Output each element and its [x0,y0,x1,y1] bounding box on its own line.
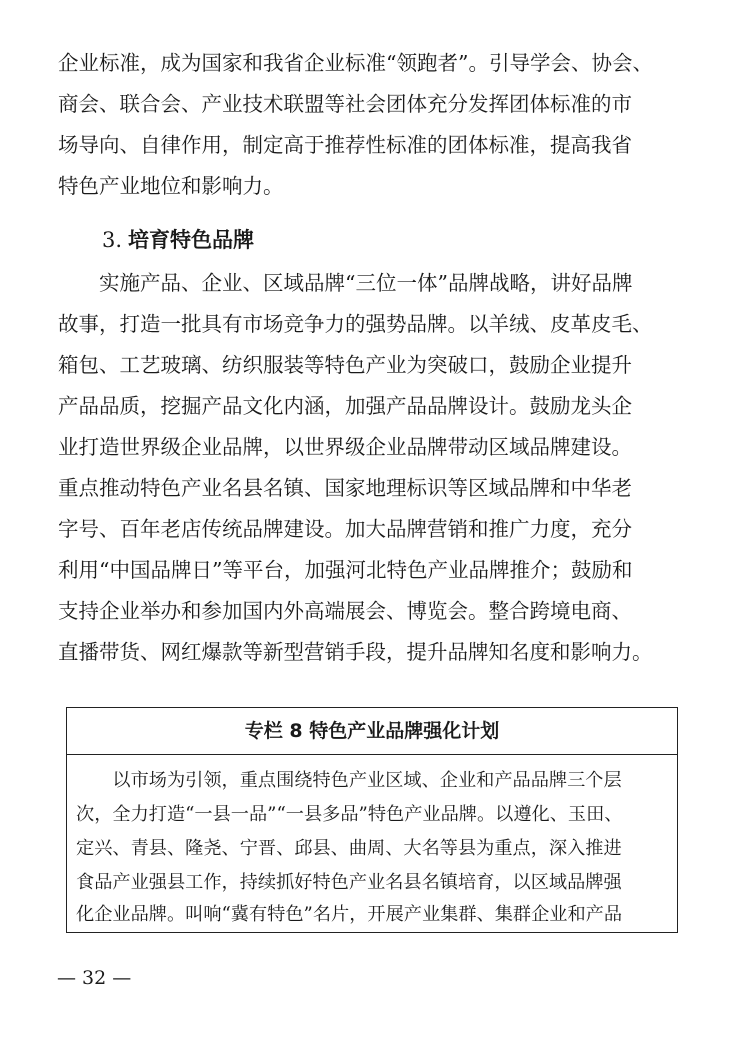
column-box-title: 专栏 8 特色产业品牌强化计划 [67,708,677,755]
paragraph-line: 故事，打造一批具有市场竞争力的强势品牌。以羊绒、皮革皮毛、 [58,312,653,336]
paragraph-line: 业打造世界级企业品牌，以世界级企业品牌带动区域品牌建设。 [58,435,632,459]
column-box [66,707,678,933]
column-box-line: 化企业品牌。叫响“冀有特色”名片，开展产业集群、集群企业和产品 [76,904,623,925]
paragraph-line: 产品品质，挖掘产品文化内涵，加强产品品牌设计。鼓励龙头企 [58,394,632,418]
column-box-line: 次，全力打造“一县一品”“一县多品”特色产业品牌。以遵化、玉田、 [76,804,623,825]
paragraph-line: 特色产业地位和影响力。 [58,174,284,198]
column-box-line: 食品产业强县工作，持续抓好特色产业名县名镇培育，以区域品牌强 [76,872,622,893]
column-box-line: 定兴、青县、隆尧、宁晋、邱县、曲周、大名等县为重点，深入推进 [76,838,622,859]
paragraph-line: 企业标准，成为国家和我省企业标准“领跑者”。引导学会、协会、 [58,51,653,75]
section-number: 3. [102,228,123,252]
paragraph-line: 箱包、工艺玻璃、纺织服装等特色产业为突破口，鼓励企业提升 [58,353,632,377]
paragraph-line: 场导向、自律作用，制定高于推荐性标准的团体标准，提高我省 [58,133,632,157]
page-number: — 32 — [57,967,132,989]
paragraph-line: 支持企业举办和参加国内外高端展会、博览会。整合跨境电商、 [58,599,632,623]
paragraph-line: 直播带货、网红爆款等新型营销手段，提升品牌知名度和影响力。 [58,640,653,664]
section-title: 培育特色品牌 [128,228,255,252]
section-heading [102,221,254,259]
paragraph-line: 商会、联合会、产业技术联盟等社会团体充分发挥团体标准的市 [58,92,632,116]
paragraph-line: 字号、百年老店传统品牌建设。加大品牌营销和推广力度，充分 [58,517,632,541]
paragraph-line: 重点推动特色产业名县名镇、国家地理标识等区域品牌和中华老 [58,476,632,500]
column-box-line: 以市场为引领，重点围绕特色产业区域、企业和产品品牌三个层 [76,770,622,791]
paragraph-line: 实施产品、企业、区域品牌“三位一体”品牌战略，讲好品牌 [58,271,633,295]
paragraph-line: 利用“中国品牌日”等平台，加强河北特色产业品牌推介；鼓励和 [58,558,633,582]
